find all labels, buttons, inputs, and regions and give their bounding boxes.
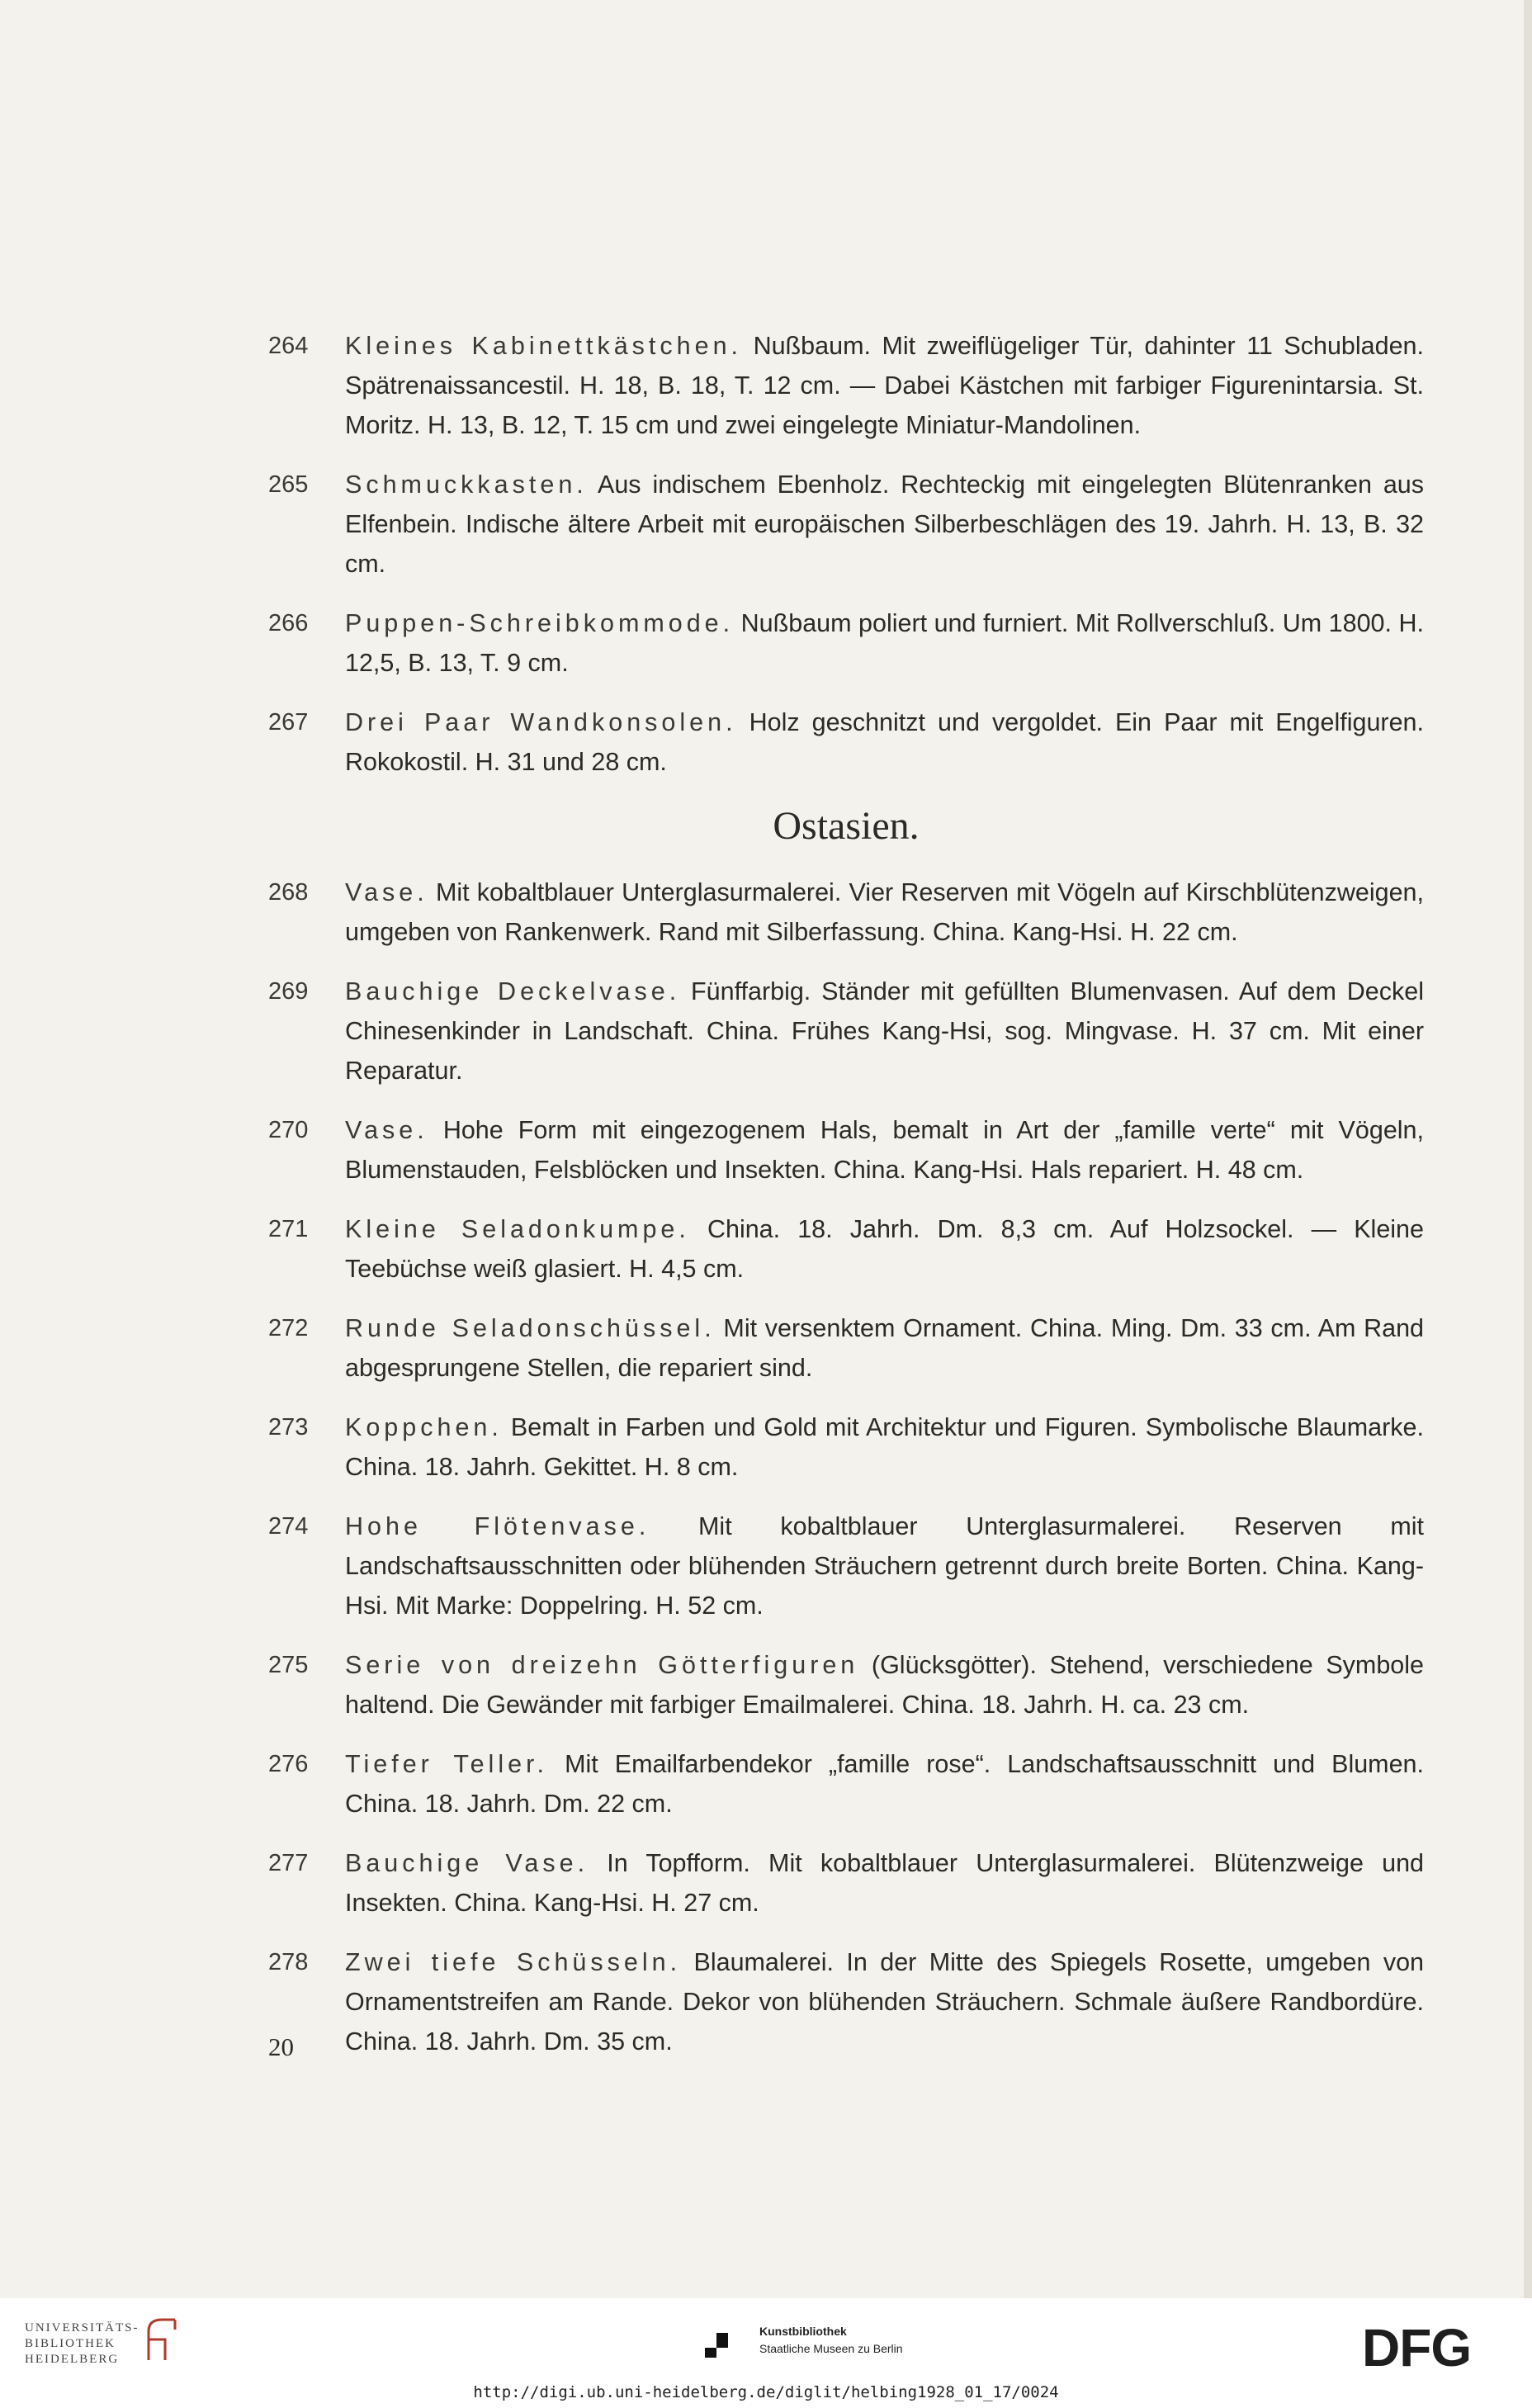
catalog-entry <box>268 873 1424 952</box>
entry-number: 274 <box>268 1513 309 1540</box>
entry-title: Serie von dreizehn Götterfiguren <box>345 1651 859 1679</box>
entry-description: Mit Emailfarbendekor „famille rose“. Landschaftsausschnitt und Blumen. China. 18. Jahrh. Dm. 22 cm. <box>345 1750 1424 1818</box>
catalog-entry <box>268 1209 1424 1289</box>
catalog-entry <box>268 1110 1424 1190</box>
entry-number: 275 <box>268 1652 309 1678</box>
entry-title: Runde Seladonschüssel. <box>345 1314 716 1342</box>
entry-title: Zwei tiefe Schüsseln. <box>345 1948 682 1976</box>
entry-description: Fünffarbig. Ständer mit gefüllten Blumenvasen. Auf dem Deckel Chinesenkinder in Landschaft. China. Frühes Kang-Hsi, sog. Mingvase. H. 37 cm. Mit einer Reparatur. <box>345 977 1424 1085</box>
catalog-entry <box>268 465 1424 584</box>
entry-description: Holz geschnitzt und vergoldet. Ein Paar mit Engelfiguren. Rokokostil. H. 31 und 28 cm. <box>345 708 1424 776</box>
entry-number: 268 <box>268 879 309 906</box>
university-library-label <box>25 2320 139 2368</box>
entry-title: Kleines Kabinettkästchen. <box>345 332 743 360</box>
entry-title: Vase. <box>345 1116 428 1144</box>
source-url-link[interactable]: http://digi.ub.uni-heidelberg.de/diglit/helbing1928_01_17/0024 <box>473 2383 1059 2401</box>
catalog-entry <box>268 603 1424 683</box>
entry-title: Puppen-Schreibkommode. <box>345 609 735 637</box>
catalog-entry <box>268 1744 1424 1824</box>
museum-logo-icon <box>702 2325 731 2361</box>
library-name: Kunstbibliothek <box>759 2325 847 2338</box>
entry-description: Nußbaum poliert und furniert. Mit Rollverschluß. Um 1800. H. 12,5, B. 13, T. 9 cm. <box>345 609 1424 677</box>
entry-number: 277 <box>268 1850 309 1876</box>
entry-number: 265 <box>268 471 309 498</box>
entry-description: Mit versenktem Ornament. China. Ming. Dm. 33 cm. Am Rand abgesprungene Stellen, die repariert sind. <box>345 1314 1424 1382</box>
entry-number: 271 <box>268 1216 309 1242</box>
entry-description: Mit kobaltblauer Unterglasurmalerei. Reserven mit Landschaftsausschnitten oder blühenden Sträuchern getrennt durch breite Borten. China. Kang-Hsi. Mit Marke: Doppelring. H. 52 cm. <box>345 1512 1424 1620</box>
entries-group-before <box>268 326 1424 782</box>
entry-description: Hohe Form mit eingezogenem Hals, bemalt in Art der „famille verte“ mit Vögeln, Blumenstauden, Felsblöcken und Insekten. China. Kang-Hsi. Hals repariert. H. 48 cm. <box>345 1116 1424 1184</box>
entry-number: 270 <box>268 1117 309 1143</box>
catalog-entry <box>268 1407 1424 1487</box>
catalog-entry <box>268 703 1424 782</box>
section-heading: Ostasien. <box>773 804 920 848</box>
catalog-entry <box>268 1645 1424 1724</box>
entry-number: 269 <box>268 978 309 1005</box>
entries-group-after <box>268 873 1424 2061</box>
university-line-1: UNIVERSITÄTS- <box>25 2321 139 2335</box>
library-text <box>759 2323 903 2358</box>
entry-number: 273 <box>268 1414 309 1441</box>
entry-title: Schmuckkasten. <box>345 471 588 499</box>
entry-title: Bauchige Deckelvase. <box>345 977 681 1005</box>
entry-description: (Glücksgötter). Stehend, verschiedene Symbole haltend. Die Gewänder mit farbiger Emailmalerei. China. 18. Jahrh. H. ca. 23 cm. <box>345 1651 1424 1719</box>
catalog-entries <box>268 326 1424 2081</box>
entry-title: Kleine Seladonkumpe. <box>345 1215 690 1243</box>
entry-number: 264 <box>268 333 309 359</box>
entry-number: 272 <box>268 1315 309 1341</box>
entry-title: Bauchige Vase. <box>345 1849 589 1877</box>
catalog-entry <box>268 1507 1424 1625</box>
entry-description: In Topfform. Mit kobaltblauer Unterglasurmalerei. Blütenzweige und Insekten. China. Kang-Hsi. H. 27 cm. <box>345 1849 1424 1917</box>
entry-description: China. 18. Jahrh. Dm. 8,3 cm. Auf Holzsockel. — Kleine Teebüchse weiß glasiert. H. 4,5 cm. <box>345 1215 1424 1283</box>
entry-number: 266 <box>268 610 309 636</box>
catalog-entry <box>268 1942 1424 2061</box>
catalog-entry <box>268 326 1424 445</box>
footer-bar <box>0 2298 1532 2408</box>
entry-title: Koppchen. <box>345 1413 503 1441</box>
page-number: 20 <box>268 2032 294 2061</box>
entry-title: Tiefer Teller. <box>345 1750 549 1778</box>
entry-description: Mit kobaltblauer Unterglasurmalerei. Vier Reserven mit Vögeln auf Kirschblütenzweigen, umgeben von Rankenwerk. Rand mit Silberfassung. China. Kang-Hsi. H. 22 cm. <box>345 878 1424 946</box>
library-subtitle: Staatliche Museen zu Berlin <box>759 2342 903 2355</box>
entry-description: Blaumalerei. In der Mitte des Spiegels Rosette, umgeben von Ornamentstreifen am Rande. Dekor von blühenden Sträuchern. Schmale äußere Randbordüre. China. 18. Jahrh. Dm. 35 cm. <box>345 1948 1425 2056</box>
entry-description: Nußbaum. Mit zweiflügeliger Tür, dahinter 11 Schubladen. Spätrenaissancestil. H. 18, B. 18, T. 12 cm. — Dabei Kästchen mit farbiger Figurenintarsia. St. Moritz. H. 13, B. 12, T. 15 cm und zwei eingelegte Miniatur-Mandolinen. <box>345 332 1424 439</box>
entry-number: 278 <box>268 1949 309 1975</box>
catalog-entry <box>268 1843 1424 1923</box>
entry-description: Bemalt in Farben und Gold mit Architektur und Figuren. Symbolische Blaumarke. China. 18. Jahrh. Gekittet. H. 8 cm. <box>345 1413 1424 1481</box>
university-line-2: BIBLIOTHEK <box>25 2337 116 2350</box>
entry-title: Hohe Flötenvase. <box>345 1512 650 1540</box>
entry-description: Aus indischem Ebenholz. Rechteckig mit eingelegten Blütenranken aus Elfenbein. Indische ältere Arbeit mit europäischen Silberbeschlägen des 19. Jahrh. H. 13, B. 32 cm. <box>345 471 1424 578</box>
dfg-logo: DFG <box>1362 2318 1472 2377</box>
entry-title: Vase. <box>345 878 428 906</box>
entry-number: 276 <box>268 1751 309 1777</box>
catalog-entry <box>268 972 1424 1090</box>
entry-title: Drei Paar Wandkonsolen. <box>345 708 737 736</box>
university-logo-icon <box>142 2315 183 2364</box>
entry-number: 267 <box>268 709 309 736</box>
university-line-3: HEIDELBERG <box>25 2353 120 2366</box>
catalog-entry <box>268 1308 1424 1388</box>
